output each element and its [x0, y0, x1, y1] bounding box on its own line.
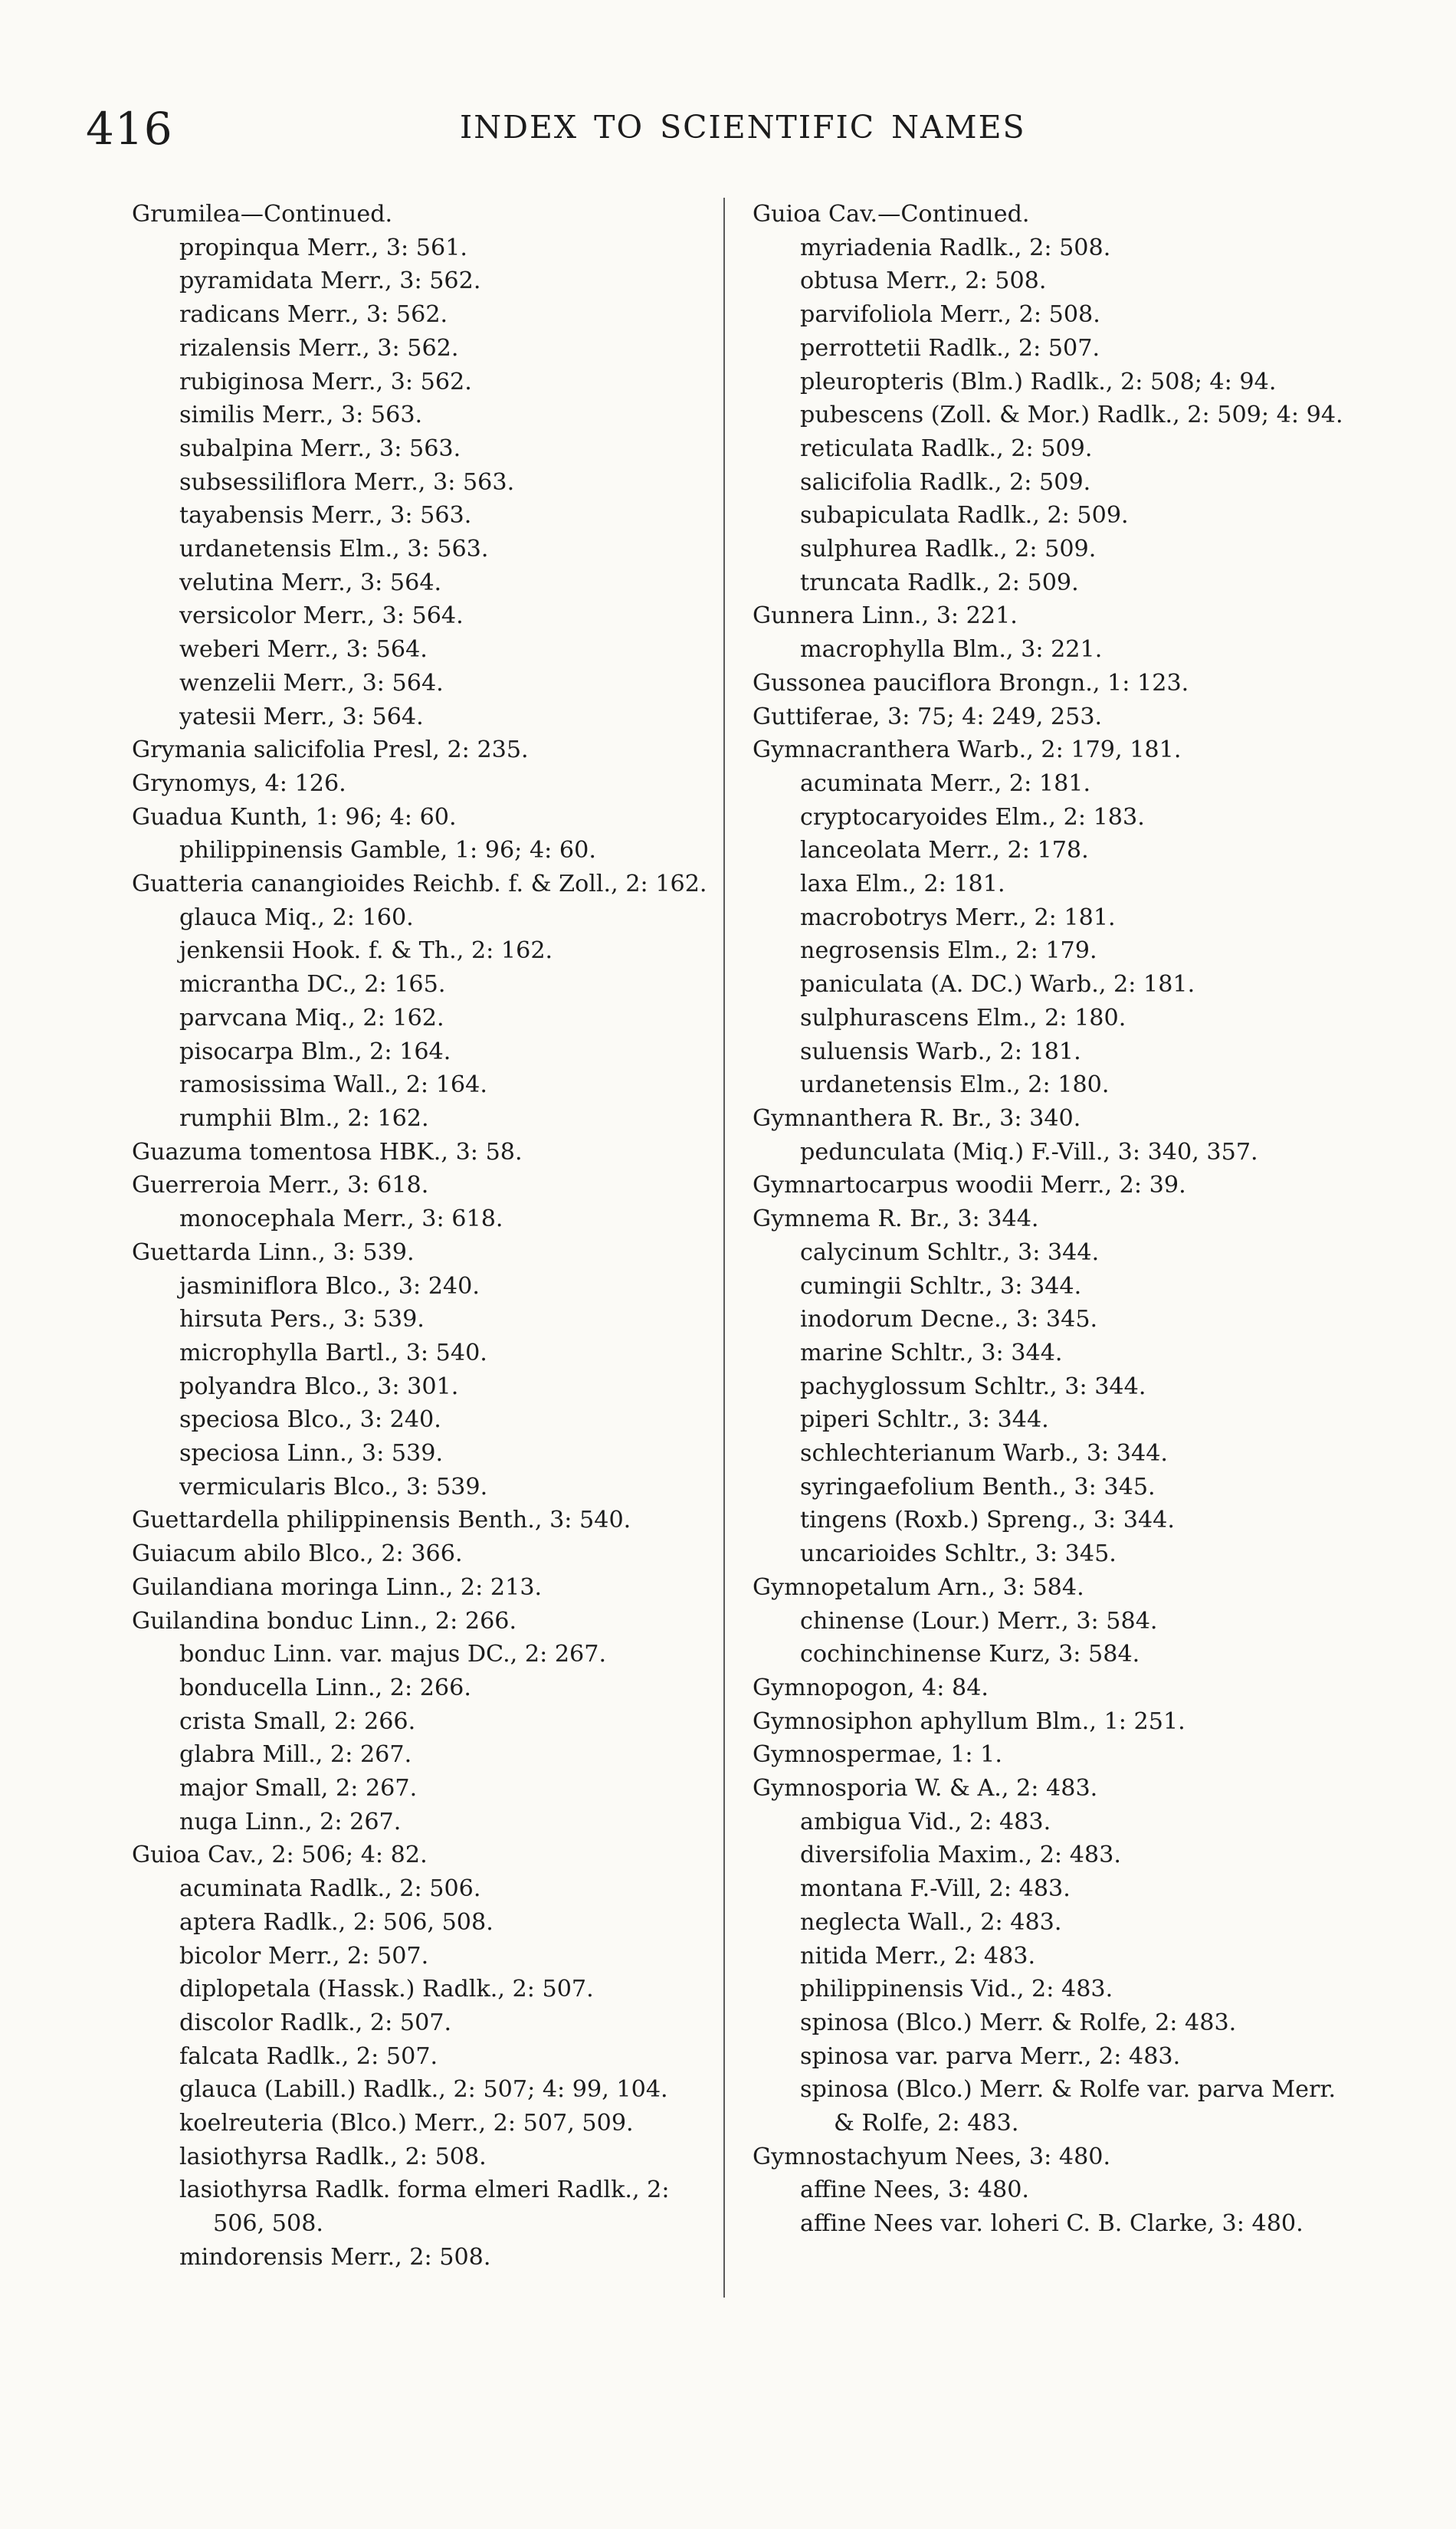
index-subentry: subsessiliflora Merr., 3: 563.: [179, 468, 515, 496]
index-subentry: falcata Radlk., 2: 507.: [179, 2042, 438, 2070]
index-entry: Guettarda Linn., 3: 539.: [132, 1238, 415, 1266]
index-subentry: glauca Miq., 2: 160.: [179, 904, 414, 931]
index-subentry: cumingii Schltr., 3: 344.: [800, 1272, 1082, 1300]
index-subentry: bonduc Linn. var. majus DC., 2: 267.: [179, 1641, 607, 1668]
index-entry: Gymnostachyum Nees, 3: 480.: [753, 2143, 1111, 2170]
index-subentry: sulphurascens Elm., 2: 180.: [800, 1004, 1126, 1032]
index-subentry: nitida Merr., 2: 483.: [800, 1942, 1036, 1970]
index-subentry: pleuropteris (Blm.) Radlk., 2: 508; 4: 94.: [800, 368, 1277, 395]
index-subentry: macrophylla Blm., 3: 221.: [800, 636, 1103, 664]
index-entry: Gymnopetalum Arn., 3: 584.: [753, 1573, 1084, 1601]
index-subentry: rubiginosa Merr., 3: 562.: [179, 368, 472, 395]
index-entry: Gymnema R. Br., 3: 344.: [753, 1205, 1039, 1233]
index-subentry: jasminiflora Blco., 3: 240.: [179, 1272, 480, 1300]
index-entry: Grymania salicifolia Presl, 2: 235.: [132, 736, 529, 764]
index-subentry: macrobotrys Merr., 2: 181.: [800, 904, 1116, 931]
index-subentry: similis Merr., 3: 563.: [179, 402, 423, 429]
index-subentry: negrosensis Elm., 2: 179.: [800, 937, 1097, 965]
index-entry: Guilandina bonduc Linn., 2: 266.: [132, 1607, 517, 1635]
index-subentry: uncarioides Schltr., 3: 345.: [800, 1540, 1117, 1568]
index-entry: Grumilea—Continued.: [132, 201, 393, 228]
index-subentry: spinosa (Blco.) Merr. & Rolfe var. parva Merr. & Rolfe, 2: 483.: [800, 2076, 1336, 2137]
index-subentry: hirsuta Pers., 3: 539.: [179, 1306, 425, 1333]
index-subentry: wenzelii Merr., 3: 564.: [179, 669, 444, 697]
index-subentry: myriadenia Radlk., 2: 508.: [800, 234, 1111, 261]
index-subentry: micrantha DC., 2: 165.: [179, 971, 446, 999]
index-subentry: lasiothyrsa Radlk. forma elmeri Radlk., 2: 506, 508.: [179, 2176, 670, 2238]
index-subentry: urdanetensis Elm., 2: 180.: [800, 1071, 1110, 1099]
index-entry: Guioa Cav.—Continued.: [753, 201, 1030, 228]
index-subentry: laxa Elm., 2: 181.: [800, 871, 1005, 898]
index-subentry: speciosa Blco., 3: 240.: [179, 1406, 441, 1434]
index-subentry: spinosa (Blco.) Merr. & Rolfe, 2: 483.: [800, 2009, 1237, 2036]
index-subentry: microphylla Bartl., 3: 540.: [179, 1339, 487, 1366]
index-subentry: calycinum Schltr., 3: 344.: [800, 1238, 1100, 1266]
index-subentry: salicifolia Radlk., 2: 509.: [800, 468, 1091, 496]
index-entry: Gymnospermae, 1: 1.: [753, 1741, 1002, 1769]
index-subentry: neglecta Wall., 2: 483.: [800, 1908, 1062, 1936]
index-subentry: philippinensis Gamble, 1: 96; 4: 60.: [179, 837, 596, 864]
index-subentry: perrottetii Radlk., 2: 507.: [800, 334, 1100, 362]
index-subentry: parvifoliola Merr., 2: 508.: [800, 301, 1100, 329]
page-number: 416: [86, 103, 173, 155]
page-title: INDEX TO SCIENTIFIC NAMES: [460, 109, 1026, 146]
index-subentry: rumphii Blm., 2: 162.: [179, 1104, 429, 1132]
index-subentry: cochinchinense Kurz, 3: 584.: [800, 1641, 1140, 1668]
index-subentry: weberi Merr., 3: 564.: [179, 636, 428, 664]
index-subentry: montana F.-Vill, 2: 483.: [800, 1875, 1071, 1903]
index-subentry: pyramidata Merr., 3: 562.: [179, 267, 481, 295]
index-subentry: philippinensis Vid., 2: 483.: [800, 1976, 1113, 2003]
index-subentry: glauca (Labill.) Radlk., 2: 507; 4: 99, 104.: [179, 2076, 668, 2104]
index-entry: Guttiferae, 3: 75; 4: 249, 253.: [753, 703, 1103, 730]
index-subentry: truncata Radlk., 2: 509.: [800, 569, 1079, 596]
index-subentry: bicolor Merr., 2: 507.: [179, 1942, 429, 1970]
index-subentry: koelreuteria (Blco.) Merr., 2: 507, 509.: [179, 2110, 634, 2137]
index-subentry: velutina Merr., 3: 564.: [179, 569, 442, 596]
index-subentry: versicolor Merr., 3: 564.: [179, 602, 464, 630]
index-entry: Gussonea pauciflora Brongn., 1: 123.: [753, 669, 1189, 697]
index-subentry: lasiothyrsa Radlk., 2: 508.: [179, 2143, 487, 2170]
index-subentry: obtusa Merr., 2: 508.: [800, 267, 1047, 295]
index-subentry: acuminata Merr., 2: 181.: [800, 769, 1091, 797]
index-subentry: chinense (Lour.) Merr., 3: 584.: [800, 1607, 1158, 1635]
index-subentry: pedunculata (Miq.) F.-Vill., 3: 340, 357.: [800, 1138, 1258, 1166]
index-subentry: crista Small, 2: 266.: [179, 1707, 416, 1735]
index-subentry: rizalensis Merr., 3: 562.: [179, 334, 459, 362]
index-subentry: tingens (Roxb.) Spreng., 3: 344.: [800, 1507, 1175, 1534]
index-subentry: ramosissima Wall., 2: 164.: [179, 1071, 487, 1099]
index-entry: Guazuma tomentosa HBK., 3: 58.: [132, 1138, 523, 1166]
index-subentry: cryptocaryoides Elm., 2: 183.: [800, 803, 1145, 831]
index-subentry: urdanetensis Elm., 3: 563.: [179, 536, 489, 563]
index-subentry: spinosa var. parva Merr., 2: 483.: [800, 2042, 1181, 2070]
index-entry: Guettardella philippinensis Benth., 3: 540.: [132, 1507, 631, 1534]
index-entry: Guatteria canangioides Reichb. f. & Zoll., 2: 162.: [132, 871, 707, 898]
column-divider: [723, 198, 725, 2298]
index-subentry: reticulata Radlk., 2: 509.: [800, 435, 1093, 462]
index-column-right: [753, 198, 1358, 2241]
index-subentry: paniculata (A. DC.) Warb., 2: 181.: [800, 971, 1195, 999]
index-subentry: tayabensis Merr., 3: 563.: [179, 502, 472, 530]
index-subentry: pachyglossum Schltr., 3: 344.: [800, 1373, 1146, 1400]
index-subentry: affine Nees var. loheri C. B. Clarke, 3: 480.: [800, 2210, 1304, 2238]
index-subentry: speciosa Linn., 3: 539.: [179, 1440, 444, 1468]
index-subentry: suluensis Warb., 2: 181.: [800, 1038, 1081, 1065]
index-entry: Gymnacranthera Warb., 2: 179, 181.: [753, 736, 1182, 764]
index-subentry: inodorum Decne., 3: 345.: [800, 1306, 1098, 1333]
index-subentry: piperi Schltr., 3: 344.: [800, 1406, 1049, 1434]
index-entry: Gymnosiphon aphyllum Blm., 1: 251.: [753, 1707, 1185, 1735]
index-subentry: bonducella Linn., 2: 266.: [179, 1674, 471, 1701]
index-entry: Guadua Kunth, 1: 96; 4: 60.: [132, 803, 457, 831]
index-subentry: subapiculata Radlk., 2: 509.: [800, 502, 1129, 530]
index-subentry: pisocarpa Blm., 2: 164.: [179, 1038, 451, 1065]
index-subentry: mindorensis Merr., 2: 508.: [179, 2243, 491, 2271]
index-subentry: glabra Mill., 2: 267.: [179, 1741, 412, 1769]
index-subentry: jenkensii Hook. f. & Th., 2: 162.: [179, 937, 553, 965]
index-subentry: vermicularis Blco., 3: 539.: [179, 1473, 488, 1501]
index-subentry: radicans Merr., 3: 562.: [179, 301, 448, 329]
index-column-left: [132, 198, 714, 2275]
index-subentry: parvcana Miq., 2: 162.: [179, 1004, 444, 1032]
index-subentry: diversifolia Maxim., 2: 483.: [800, 1842, 1121, 1869]
index-subentry: syringaefolium Benth., 3: 345.: [800, 1473, 1156, 1501]
index-subentry: pubescens (Zoll. & Mor.) Radlk., 2: 509; 4: 94.: [800, 402, 1343, 429]
index-subentry: discolor Radlk., 2: 507.: [179, 2009, 452, 2036]
index-entry: Guerreroia Merr., 3: 618.: [132, 1172, 429, 1199]
index-entry: Gymnopogon, 4: 84.: [753, 1674, 989, 1701]
index-subentry: yatesii Merr., 3: 564.: [179, 703, 424, 730]
index-entry: Grynomys, 4: 126.: [132, 769, 346, 797]
index-subentry: subalpina Merr., 3: 563.: [179, 435, 461, 462]
index-subentry: marine Schltr., 3: 344.: [800, 1339, 1063, 1366]
index-entry: Guioa Cav., 2: 506; 4: 82.: [132, 1842, 428, 1869]
index-entry: Guiacum abilo Blco., 2: 366.: [132, 1540, 463, 1568]
index-subentry: schlechterianum Warb., 3: 344.: [800, 1440, 1169, 1468]
index-subentry: acuminata Radlk., 2: 506.: [179, 1875, 481, 1903]
index-entry: Gunnera Linn., 3: 221.: [753, 602, 1018, 630]
index-subentry: nuga Linn., 2: 267.: [179, 1808, 402, 1835]
index-subentry: major Small, 2: 267.: [179, 1775, 418, 1802]
index-subentry: propinqua Merr., 3: 561.: [179, 234, 468, 261]
index-subentry: monocephala Merr., 3: 618.: [179, 1205, 503, 1233]
index-subentry: affine Nees, 3: 480.: [800, 2176, 1030, 2204]
index-entry: Gymnanthera R. Br., 3: 340.: [753, 1104, 1081, 1132]
index-entry: Guilandiana moringa Linn., 2: 213.: [132, 1573, 543, 1601]
index-subentry: lanceolata Merr., 2: 178.: [800, 837, 1089, 864]
index-subentry: diplopetala (Hassk.) Radlk., 2: 507.: [179, 1976, 594, 2003]
index-subentry: aptera Radlk., 2: 506, 508.: [179, 1908, 494, 1936]
index-entry: Gymnosporia W. & A., 2: 483.: [753, 1775, 1098, 1802]
index-subentry: ambigua Vid., 2: 483.: [800, 1808, 1051, 1835]
index-subentry: sulphurea Radlk., 2: 509.: [800, 536, 1097, 563]
index-entry: Gymnartocarpus woodii Merr., 2: 39.: [753, 1172, 1186, 1199]
index-subentry: polyandra Blco., 3: 301.: [179, 1373, 459, 1400]
